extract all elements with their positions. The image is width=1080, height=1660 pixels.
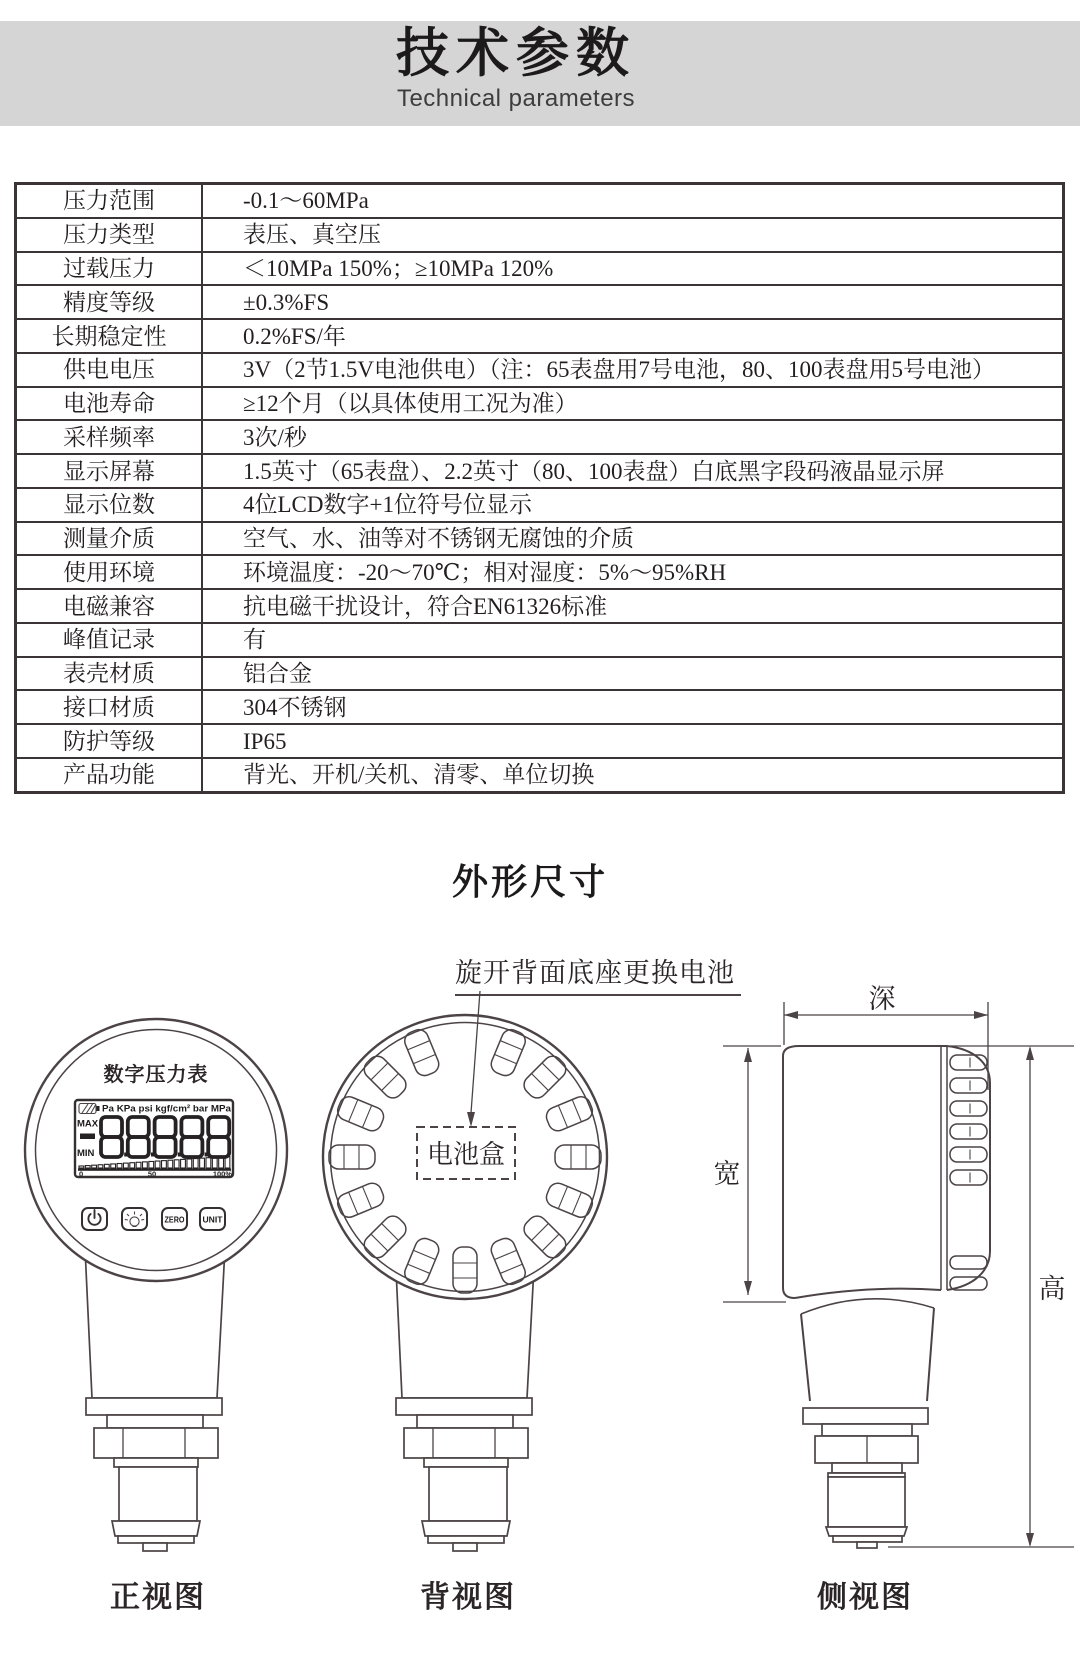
table-row bbox=[16, 657, 1064, 691]
back-view-drawing bbox=[323, 991, 607, 1551]
gauge-title: 数字压力表 bbox=[103, 1064, 209, 1086]
zero-button-label: ZERO bbox=[164, 1214, 185, 1225]
table-row bbox=[16, 454, 1064, 488]
table-row bbox=[16, 623, 1064, 657]
spec-label: 供电电压 bbox=[16, 353, 203, 387]
spec-value: 304不锈钢 bbox=[243, 694, 347, 720]
table-row bbox=[16, 252, 1064, 286]
spec-value: ±0.3%FS bbox=[243, 289, 330, 315]
battery-annotation: 旋开背面底座更换电池 bbox=[455, 951, 741, 996]
page-subtitle: Technical parameters bbox=[396, 85, 636, 112]
width-label: 宽 bbox=[713, 1159, 741, 1189]
page-title: 技术参数 bbox=[396, 24, 636, 83]
spec-value: 1.5英寸（65表盘）、2.2英寸（80、100表盘）白底黑字段码液晶显示屏 bbox=[243, 458, 945, 484]
spec-value: 0.2%FS/年 bbox=[243, 323, 346, 349]
spec-table bbox=[14, 182, 1065, 794]
scale-tick-50: 50 bbox=[147, 1169, 157, 1179]
scale-tick-100: 100% bbox=[212, 1169, 232, 1179]
unit-button-label: UNIT bbox=[202, 1214, 224, 1225]
spec-value: ≥12个月（以具体使用工况为准） bbox=[243, 391, 578, 417]
front-view-caption: 正视图 bbox=[110, 1581, 206, 1614]
table-row bbox=[16, 218, 1064, 252]
spec-label: 显示屏幕 bbox=[16, 454, 203, 488]
battery-box-label: 电池盒 bbox=[426, 1140, 506, 1169]
table-row bbox=[16, 690, 1064, 724]
width-dimension bbox=[714, 1046, 787, 1302]
spec-label: 压力类型 bbox=[16, 218, 203, 252]
spec-value: 背光、开机/关机、清零、单位切换 bbox=[243, 762, 595, 788]
spec-label: 表壳材质 bbox=[16, 657, 203, 691]
spec-value: 表压、真空压 bbox=[243, 222, 381, 248]
lcd-units: Pa KPa psi kgf/cm² bar MPa bbox=[102, 1103, 232, 1114]
spec-label: 测量介质 bbox=[16, 522, 203, 556]
spec-label: 过载压力 bbox=[16, 252, 203, 286]
side-body bbox=[783, 1046, 990, 1298]
min-label: MIN bbox=[77, 1148, 95, 1159]
table-row bbox=[16, 758, 1064, 793]
back-view-caption: 背视图 bbox=[420, 1581, 516, 1614]
dimensions-section-title: 外形尺寸 bbox=[451, 861, 608, 902]
spec-label: 显示位数 bbox=[16, 488, 203, 522]
table-row bbox=[16, 589, 1064, 623]
spec-value: 环境温度：-20～70℃；相对湿度：5%～95%RH bbox=[243, 559, 727, 585]
spec-label: 长期稳定性 bbox=[16, 319, 203, 353]
side-grip-ribs bbox=[950, 1055, 987, 1290]
spec-label: 使用环境 bbox=[16, 555, 203, 589]
spec-label: 产品功能 bbox=[16, 758, 203, 793]
max-label: MAX bbox=[77, 1118, 99, 1130]
side-neck bbox=[801, 1299, 934, 1401]
table-row bbox=[16, 555, 1064, 589]
pressure-port-side bbox=[803, 1408, 928, 1548]
height-label: 高 bbox=[1038, 1274, 1066, 1304]
height-dimension bbox=[888, 1046, 1074, 1547]
table-row bbox=[16, 420, 1064, 454]
spec-value: 有 bbox=[243, 627, 266, 653]
spec-label: 电磁兼容 bbox=[16, 589, 203, 623]
spec-value: 3次/秒 bbox=[243, 424, 307, 450]
spec-label: 接口材质 bbox=[16, 690, 203, 724]
scale-tick-0: 0 bbox=[79, 1169, 84, 1179]
spec-value: -0.1～60MPa bbox=[243, 188, 369, 214]
spec-label: 精度等级 bbox=[16, 285, 203, 319]
depth-dimension bbox=[784, 984, 988, 1090]
pressure-port-front bbox=[85, 1248, 225, 1551]
table-row bbox=[16, 724, 1064, 758]
side-view-drawing bbox=[714, 984, 1075, 1548]
table-row bbox=[16, 522, 1064, 556]
spec-label: 电池寿命 bbox=[16, 387, 203, 421]
minus-sign bbox=[80, 1134, 95, 1140]
table-row bbox=[16, 319, 1064, 353]
table-row bbox=[16, 285, 1064, 319]
spec-value: 3V（2节1.5V电池供电）（注：65表盘用7号电池，80、100表盘用5号电池） bbox=[243, 357, 995, 383]
spec-label: 压力范围 bbox=[16, 184, 203, 218]
table-row bbox=[16, 488, 1064, 522]
table-row bbox=[16, 184, 1064, 218]
outline-drawings bbox=[0, 930, 1080, 1660]
spec-value: IP65 bbox=[243, 728, 287, 754]
spec-value: 铝合金 bbox=[243, 661, 312, 687]
table-row bbox=[16, 353, 1064, 387]
spec-label: 峰值记录 bbox=[16, 623, 203, 657]
spec-value: ＜10MPa 150%；≥10MPa 120% bbox=[243, 256, 554, 282]
side-view-caption: 侧视图 bbox=[817, 1581, 913, 1614]
front-view-drawing bbox=[25, 1019, 287, 1551]
spec-value: 4位LCD数字+1位符号位显示 bbox=[243, 492, 532, 518]
spec-label: 防护等级 bbox=[16, 724, 203, 758]
spec-value: 抗电磁干扰设计，符合EN61326标准 bbox=[243, 593, 608, 619]
spec-label: 采样频率 bbox=[16, 420, 203, 454]
header bbox=[0, 23, 1032, 113]
table-row bbox=[16, 387, 1064, 421]
spec-value: 空气、水、油等对不锈钢无腐蚀的介质 bbox=[243, 526, 634, 552]
depth-label: 深 bbox=[868, 984, 896, 1014]
